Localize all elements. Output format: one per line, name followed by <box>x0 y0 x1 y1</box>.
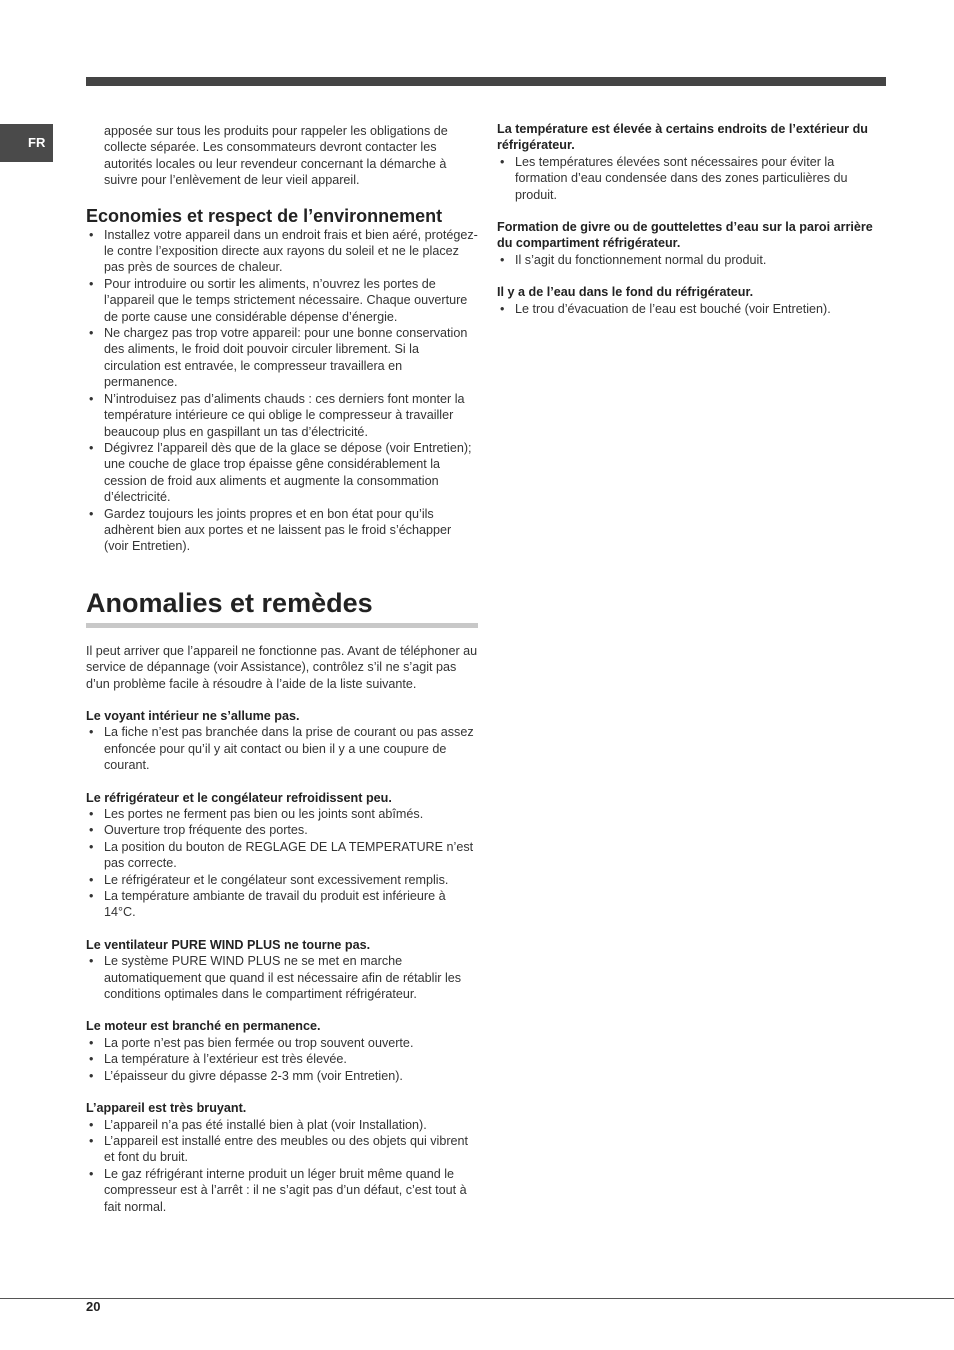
list-item: • La porte n’est pas bien fermée ou trop souvent ouverte. <box>86 1035 478 1051</box>
problem-title: Il y a de l’eau dans le fond du réfrigérateur. <box>497 285 754 300</box>
list-item: • L’épaisseur du givre dépasse 2-3 mm (voir Entretien). <box>86 1068 478 1084</box>
problem-title: Le voyant intérieur ne s’allume pas. <box>86 708 300 723</box>
list-item: • Ne chargez pas trop votre appareil: pour une bonne conservation des aliments, le froid doit pouvoir circuler librement. Si la circulation est entravée, le compresseur travaillera en permanence. <box>86 325 478 391</box>
list-item: • Installez votre appareil dans un endroit frais et bien aéré, protégez-le contre l’exposition directe aux rayons du soleil et ne le placez pas près de sources de chaleur. <box>86 227 478 276</box>
list-item: • Le gaz réfrigérant interne produit un léger bruit même quand le compresseur est à l’arrêt : il ne s’agit pas d’un défaut, c’est tout à fait normal. <box>86 1166 478 1215</box>
list-item: • Dégivrez l’appareil dès que de la glace se dépose (voir Entretien); une couche de glace trop épaisse gêne considérablement la cession de froid aux aliments et augmente la consommation d’électricité. <box>86 440 478 506</box>
right-column <box>497 121 887 317</box>
list-item: • N’introduisez pas d’aliments chauds : ces derniers font monter la température intérieure ce qui oblige le compresseur à travailler beaucoup plus en gaspillant un tas d’électricité. <box>86 391 478 440</box>
list-item: • Le système PURE WIND PLUS ne se met en marche automatiquement que quand il est nécessaire afin de rétablir les conditions optimales dans le compartiment réfrigérateur. <box>86 953 478 1002</box>
problem-block <box>86 708 478 774</box>
problem-title: L’appareil est très bruyant. <box>86 1101 247 1116</box>
list-item: • Gardez toujours les joints propres et en bon état pour qu’ils adhèrent bien aux portes et ne laissent pas le froid s’échapper (voir Entretien). <box>86 506 478 555</box>
problem-block <box>86 1018 478 1084</box>
problem-block <box>86 937 478 1003</box>
left-column <box>86 123 478 1215</box>
list-item: • Le réfrigérateur et le congélateur sont excessivement remplis. <box>86 872 478 888</box>
list-item: • Ouverture trop fréquente des portes. <box>86 822 478 838</box>
problem-title: Le ventilateur PURE WIND PLUS ne tourne pas. <box>86 937 371 952</box>
anomalies-heading: Anomalies et remèdes <box>86 587 478 628</box>
language-tab: FR <box>0 124 53 162</box>
problem-title: Le réfrigérateur et le congélateur refroidissent peu. <box>86 790 392 805</box>
list-item: • La fiche n’est pas branchée dans la prise de courant ou pas assez enfoncée pour qu’il y ait contact ou bien il y a une coupure de courant. <box>86 724 478 773</box>
problem-block <box>86 1100 478 1215</box>
economies-heading: Economies et respect de l’environnement <box>86 205 443 226</box>
list-item: • Le trou d’évacuation de l’eau est bouché (voir Entretien). <box>497 301 887 317</box>
footer-rule <box>0 1298 954 1299</box>
list-item: • La température à l’extérieur est très élevée. <box>86 1051 478 1067</box>
list-item: • L’appareil est installé entre des meubles ou des objets qui vibrent et font du bruit. <box>86 1133 478 1166</box>
header-rule <box>86 77 886 86</box>
list-item: • La température ambiante de travail du produit est inférieure à 14°C. <box>86 888 478 921</box>
problem-block <box>497 121 887 203</box>
economies-list <box>86 227 478 555</box>
list-item: • La position du bouton de REGLAGE DE LA TEMPERATURE n’est pas correcte. <box>86 839 478 872</box>
problem-block <box>497 284 887 317</box>
problem-block <box>497 219 887 268</box>
page-number: 20 <box>86 1299 101 1314</box>
intro-continuation: apposée sur tous les produits pour rappeler les obligations de collecte séparée. Les consommateurs devront contacter les autorités locales ou leur revendeur concernant la démarche à suivre pour l’enlèvement de leur vieil appareil. <box>104 124 448 188</box>
list-item: • Les portes ne ferment pas bien ou les joints sont abîmés. <box>86 806 478 822</box>
list-item: • Pour introduire ou sortir les aliments, n’ouvrez les portes de l’appareil que le temps strictement nécessaire. Chaque ouverture de porte cause une considérable dépense d’énergie. <box>86 276 478 325</box>
problem-title: Formation de givre ou de gouttelettes d’eau sur la paroi arrière du compartiment réfrigérateur. <box>497 220 873 251</box>
problem-title: La température est élevée à certains endroits de l’extérieur du réfrigérateur. <box>497 122 868 153</box>
problem-block <box>86 790 478 921</box>
list-item: • Il s’agit du fonctionnement normal du produit. <box>497 252 887 268</box>
list-item: • Les températures élevées sont nécessaires pour éviter la formation d’eau condensée dans des zones particulières du produit. <box>497 154 887 203</box>
problem-title: Le moteur est branché en permanence. <box>86 1019 321 1034</box>
anomalies-intro: Il peut arriver que l’appareil ne fonctionne pas. Avant de téléphoner au service de dépannage (voir Assistance), contrôlez s’il ne s’agit pas d’un problème facile à résoudre à l’aide de la liste suivante. <box>86 643 478 691</box>
list-item: • L’appareil n’a pas été installé bien à plat (voir Installation). <box>86 1117 478 1133</box>
